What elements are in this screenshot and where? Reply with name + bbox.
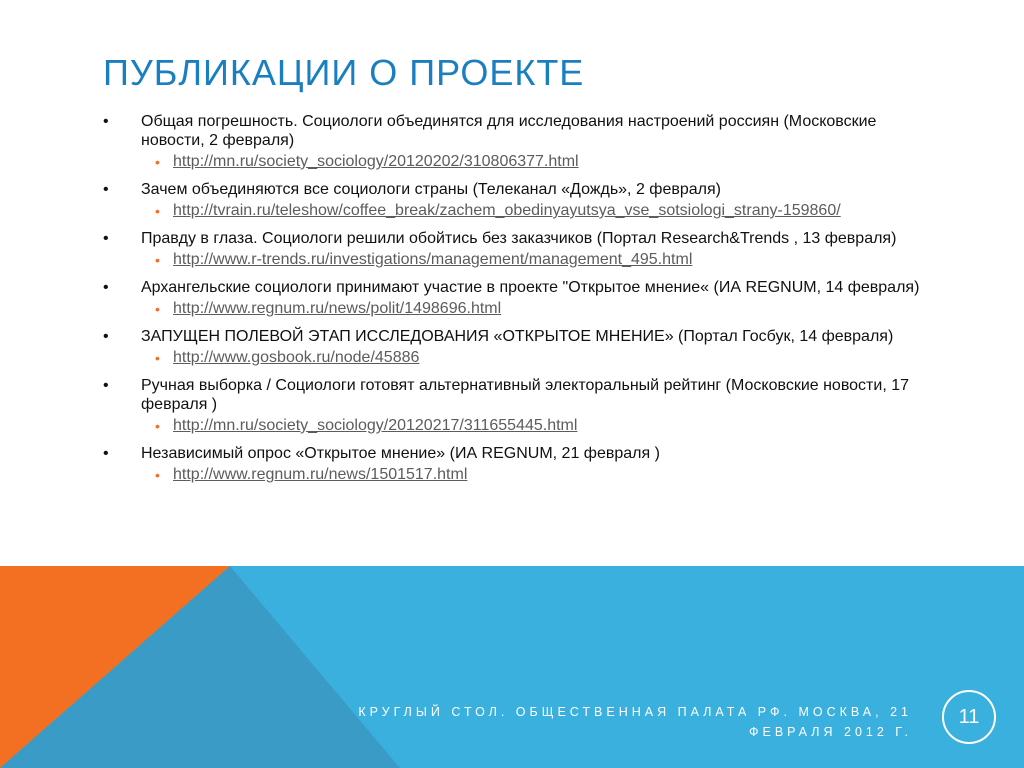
link-row <box>155 250 943 270</box>
publication-title: Общая погрешность. Социологи объединятся для исследования настроений россиян (Московские новости, 2 февраля) <box>141 113 877 149</box>
publication-title: Правду в глаза. Социологи решили обойтись без заказчиков (Портал Research&Trends , 13 февраля) <box>141 230 897 247</box>
list-item <box>103 376 943 436</box>
publication-title: Ручная выборка / Социологи готовят альтернативный электоральный рейтинг (Московские новости, 17 февраля ) <box>141 377 909 413</box>
sub-bullet-icon: • <box>155 154 160 170</box>
publication-link[interactable]: http://www.regnum.ru/news/1501517.html <box>173 466 468 483</box>
sub-bullet-icon: • <box>155 418 160 434</box>
page-number: 11 <box>958 705 980 728</box>
publication-link[interactable]: http://tvrain.ru/teleshow/coffee_break/zachem_obedinyayutsya_vse_sotsiologi_strany-159860/ <box>173 202 841 219</box>
sub-bullet-icon: • <box>155 467 160 483</box>
bullet-icon: • <box>103 279 109 296</box>
link-row <box>155 152 943 172</box>
sub-bullet-icon: • <box>155 350 160 366</box>
page-number-badge <box>942 690 996 744</box>
link-row <box>155 465 943 485</box>
publication-link[interactable]: http://www.regnum.ru/news/polit/1498696.html <box>173 300 502 317</box>
link-row <box>155 416 943 436</box>
list-item <box>103 180 943 221</box>
publication-link[interactable]: http://mn.ru/society_sociology/20120217/311655445.html <box>173 417 578 434</box>
publication-title: Независимый опрос «Открытое мнение» (ИА REGNUM, 21 февраля ) <box>141 445 660 462</box>
footer-caption: КРУГЛЫЙ СТОЛ. ОБЩЕСТВЕННАЯ ПАЛАТА РФ. МОСКВА, 21 ФЕВРАЛЯ 2012 Г. <box>358 705 912 739</box>
sub-bullet-icon: • <box>155 203 160 219</box>
sub-bullet-icon: • <box>155 252 160 268</box>
link-row <box>155 348 943 368</box>
publications-list <box>103 112 943 493</box>
publication-link[interactable]: http://mn.ru/society_sociology/20120202/310806377.html <box>173 153 579 170</box>
link-row <box>155 201 943 221</box>
page-title: ПУБЛИКАЦИИ О ПРОЕКТЕ <box>103 52 585 93</box>
list-item <box>103 112 943 172</box>
publication-title: ЗАПУЩЕН ПОЛЕВОЙ ЭТАП ИССЛЕДОВАНИЯ «ОТКРЫТОЕ МНЕНИЕ» (Портал Госбук, 14 февраля) <box>141 328 894 345</box>
link-row <box>155 299 943 319</box>
publication-title: Архангельские социологи принимают участие в проекте "Открытое мнение« (ИА REGNUM, 14 февраля) <box>141 279 920 296</box>
publication-link[interactable]: http://www.gosbook.ru/node/45886 <box>173 349 420 366</box>
bullet-icon: • <box>103 181 109 198</box>
bullet-icon: • <box>103 113 109 130</box>
publication-link[interactable]: http://www.r-trends.ru/investigations/management/management_495.html <box>173 251 693 268</box>
list-item <box>103 278 943 319</box>
list-item <box>103 327 943 368</box>
sub-bullet-icon: • <box>155 301 160 317</box>
publication-title: Зачем объединяются все социологи страны (Телеканал «Дождь», 2 февраля) <box>141 181 721 198</box>
list-item <box>103 229 943 270</box>
bullet-icon: • <box>103 328 109 345</box>
bullet-icon: • <box>103 377 109 394</box>
list-item <box>103 444 943 485</box>
bullet-icon: • <box>103 445 109 462</box>
bullet-icon: • <box>103 230 109 247</box>
